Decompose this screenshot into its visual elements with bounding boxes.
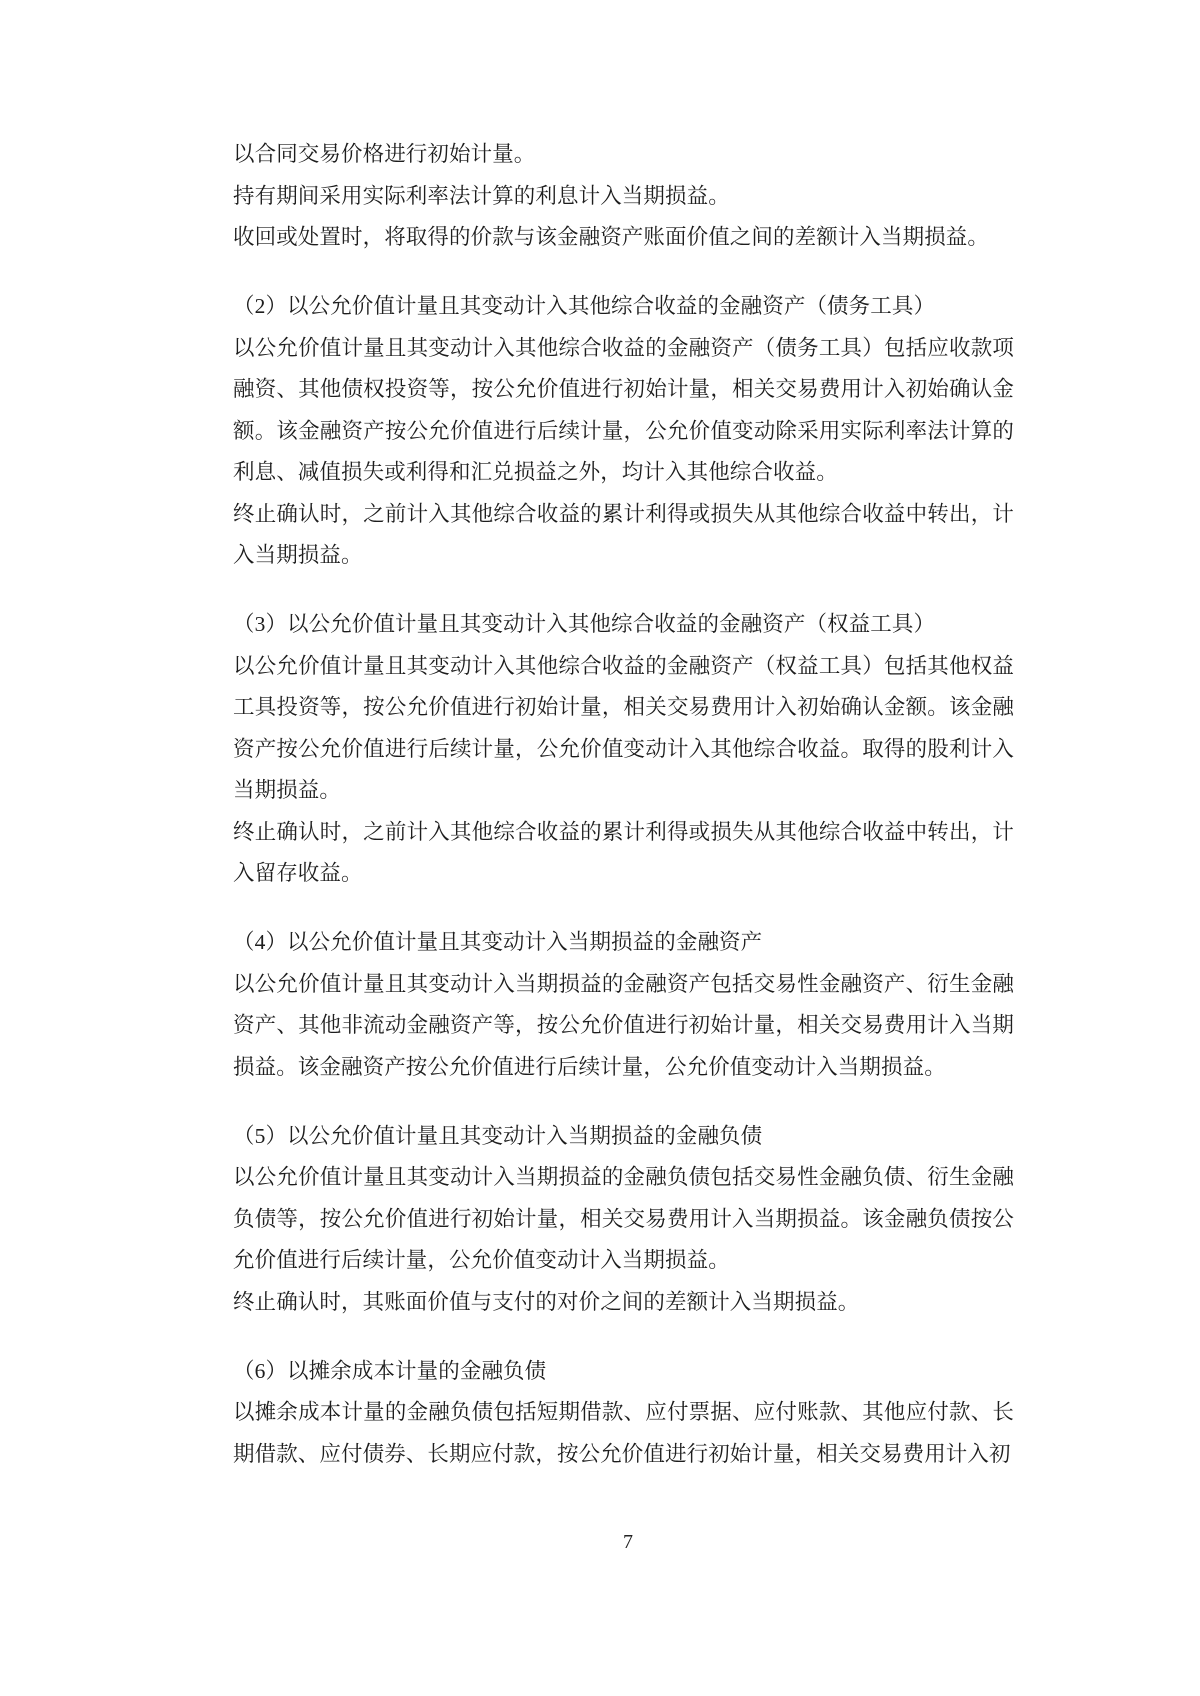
body-paragraph: 收回或处置时，将取得的价款与该金融资产账面价值之间的差额计入当期损益。	[233, 225, 990, 249]
section-5	[233, 1116, 1014, 1324]
body-paragraph: 以摊余成本计量的金融负债包括短期借款、应付票据、应付账款、其他应付款、长期借款、应付债券、长期应付款，按公允价值进行初始计量，相关交易费用计入初	[233, 1400, 1014, 1466]
page-footer	[233, 1522, 1023, 1564]
section-heading: （3）以公允价值计量且其变动计入其他综合收益的金融资产（权益工具）	[233, 612, 936, 636]
body-paragraph: 以公允价值计量且其变动计入其他综合收益的金融资产（债务工具）包括应收款项融资、其他债权投资等，按公允价值进行初始计量，相关交易费用计入初始确认金额。该金融资产按公允价值进行后续计量，公允价值变动除采用实际利率法计算的利息、减值损失或利得和汇兑损益之外，均计入其他综合收益。	[233, 335, 1014, 484]
section-heading: （4）以公允价值计量且其变动计入当期损益的金融资产	[233, 930, 763, 954]
section-heading: （6）以摊余成本计量的金融负债	[233, 1358, 547, 1383]
body-paragraph: 终止确认时，之前计入其他综合收益的累计利得或损失从其他综合收益中转出，计入留存收益。	[233, 819, 1014, 885]
section-6	[233, 1351, 1014, 1476]
page-number: 7	[623, 1531, 633, 1553]
body-paragraph: 以公允价值计量且其变动计入当期损益的金融资产包括交易性金融资产、衍生金融资产、其他非流动金融资产等，按公允价值进行初始计量，相关交易费用计入当期损益。该金融资产按公允价值进行后续计量，公允价值变动计入当期损益。	[233, 971, 1014, 1079]
body-paragraph: 终止确认时，之前计入其他综合收益的累计利得或损失从其他综合收益中转出，计入当期损益。	[233, 501, 1014, 567]
section-heading: （2）以公允价值计量且其变动计入其他综合收益的金融资产（债务工具）	[233, 294, 936, 318]
document-body	[233, 134, 1014, 1475]
section-2	[233, 286, 1014, 577]
text-block-continuation	[233, 134, 1014, 259]
body-paragraph: 终止确认时，其账面价值与支付的对价之间的差额计入当期损益。	[233, 1289, 860, 1314]
body-paragraph: 以公允价值计量且其变动计入当期损益的金融负债包括交易性金融负债、衍生金融负债等，按公允价值进行初始计量，相关交易费用计入当期损益。该金融负债按公允价值进行后续计量，公允价值变动计入当期损益。	[233, 1165, 1014, 1272]
section-heading: （5）以公允价值计量且其变动计入当期损益的金融负债	[233, 1123, 763, 1148]
body-paragraph: 持有期间采用实际利率法计算的利息计入当期损益。	[233, 183, 730, 208]
section-4	[233, 922, 1014, 1088]
body-paragraph: 以合同交易价格进行初始计量。	[233, 142, 536, 166]
section-3	[233, 604, 1014, 895]
body-paragraph: 以公允价值计量且其变动计入其他综合收益的金融资产（权益工具）包括其他权益工具投资等，按公允价值进行初始计量，相关交易费用计入初始确认金额。该金融资产按公允价值进行后续计量，公允价值变动计入其他综合收益。取得的股利计入当期损益。	[233, 653, 1014, 802]
